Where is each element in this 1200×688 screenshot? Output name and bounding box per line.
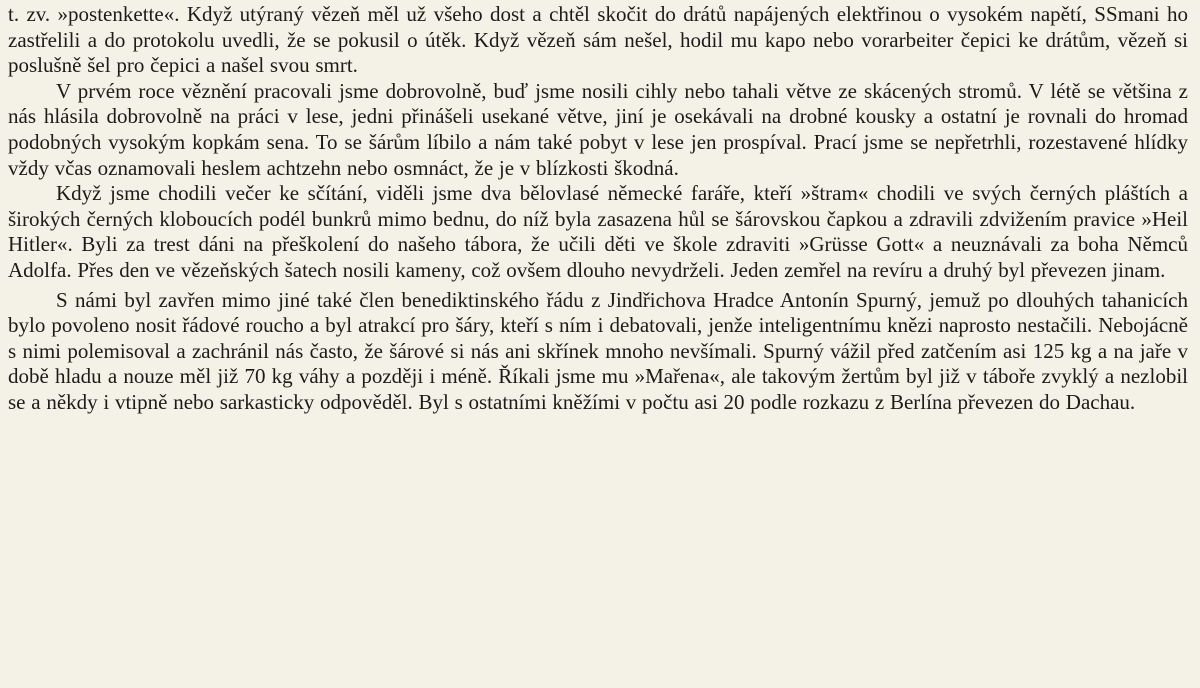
paragraph-postenkette: t. zv. »postenkette«. Když utýraný vězeň měl už všeho dost a chtěl skočit do drátů napájených elektřinou o vysokém napětí, SSmani ho zastřelili a do protokolu uvedli, že se pokusil o útěk. Když vězeň sám nešel, hodil mu kapo nebo vorarbeiter čepici ke drátům, vězeň si poslušně šel pro čepici a našel svou smrt. [8,2,1188,78]
paragraph-first-year: V prvém roce věznění pracovali jsme dobrovolně, buď jsme nosili cihly nebo tahali větve ze skácených stromů. V létě se většina z nás hlásila dobrovolně na práci v lese, jedni přinášeli usekané větve, jiní je osekávali na drobné kousky a ostatní je rovnali do hromad podobných vysokým kopkám sena. To se šárům líbilo a nám také pobyt v lese jen prospíval. Prací jsme se nepřetrhli, rozestavené hlídky vždy včas oznamovali heslem achtzehn nebo osmnáct, že je v blízkosti škodná. [8,78,1188,180]
paragraph-antonin-spurny: S námi byl zavřen mimo jiné také člen benediktinského řádu z Jindřichova Hradce Antonín Spurný, jemuž po dlouhých tahanicích bylo povoleno nosit řádové roucho a byl atrakcí pro šáry, kteří s ním i debatovali, jenže inteligentnímu knězi naprosto nestačili. Nebojácně s nimi polemisoval a zachránil nás často, že šárové si nás ani skřínek mnoho nevšímali. Spurný vážil před zatčením asi 125 kg a na jaře v době hladu a nouze měl již 70 kg váhy a později i méně. Říkali jsme mu »Mařena«, ale takovým žertům byl již v táboře zvyklý a nezlobil se a někdy i vtipně nebo sarkasticky odpověděl. Byl s ostatními kněžími v počtu asi 20 podle rozkazu z Berlína převezen do Dachau. [8,287,1188,414]
paragraph-german-priests: Když jsme chodili večer ke sčítání, viděli jsme dva bělovlasé německé faráře, kteří »štram« chodili ve svých černých pláštích a širokých černých kloboucích podél bunkrů mimo bednu, do níž byla zasazena hůl se šárovskou čapkou a zdravili zdvižením pravice »Heil Hitler«. Byli za trest dáni na přeškolení do našeho tábora, že učili děti ve škole zdraviti »Grüsse Gott« a neuznávali za boha Němců Adolfa. Přes den ve vězeňských šatech nosili kameny, což ovšem dlouho nevydrželi. Jeden zemřel na revíru a druhý byl převezen jinam. [8,181,1188,282]
